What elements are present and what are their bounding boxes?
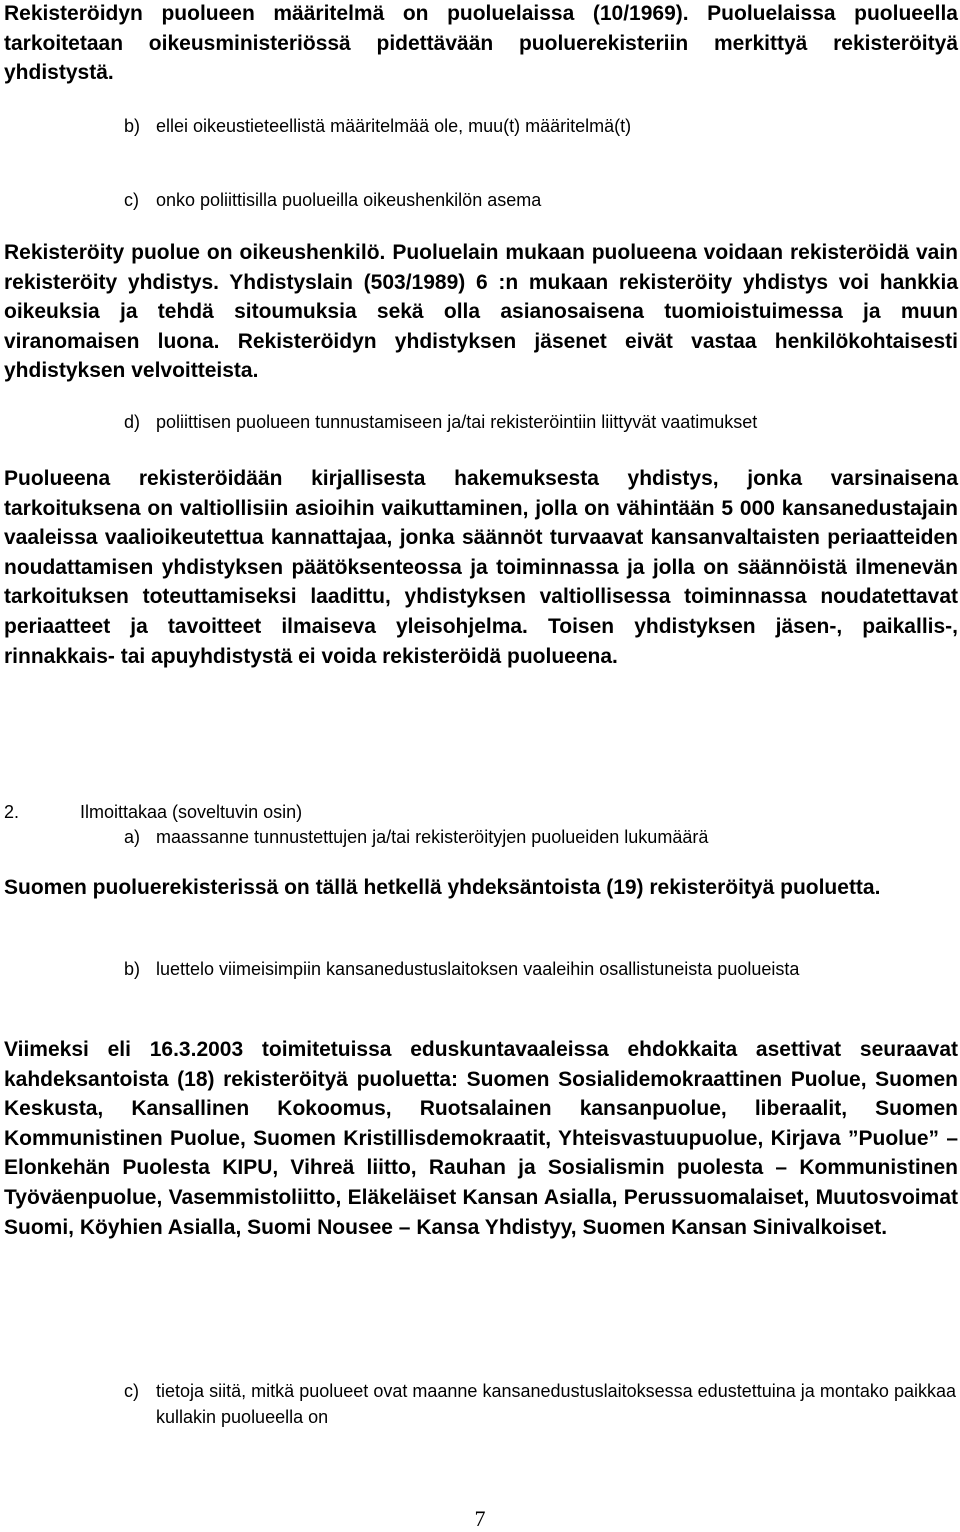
list-item-d bbox=[124, 409, 956, 435]
paragraph-legal-person: Rekisteröity puolue on oikeushenkilö. Puoluelain mukaan puolueena voidaan rekisteröidä vain rekisteröity yhdistys. Yhdistyslain (503/1989) 6 :n mukaan rekisteröity yhdistys voi hankkia oikeuksia ja tehdä sitoumuksia sekä olla asianosaisena tuomioistuimessa ja muun viranomaisen luona. Rekisteröidyn yhdistyksen jäsenet eivät vastaa henkilökohtaisesti yhdistyksen velvoitteista. bbox=[4, 241, 958, 383]
list-item-text: ellei oikeustieteellistä määritelmää ole, muu(t) määritelmä(t) bbox=[156, 116, 632, 136]
page-number: 7 bbox=[474, 1506, 486, 1531]
list-item-text: onko poliittisilla puolueilla oikeushenkilön asema bbox=[156, 190, 542, 210]
list-marker: b) bbox=[124, 959, 141, 979]
list-item-c bbox=[124, 187, 956, 213]
list-marker: b) bbox=[124, 116, 141, 136]
paragraph-party-count: Suomen puoluerekisterissä on tällä hetkellä yhdeksäntoista (19) rekisteröityä puoluetta. bbox=[4, 876, 881, 899]
list-item-text: tietoja siitä, mitkä puolueet ovat maanne kansanedustuslaitoksessa edustettuina ja montako paikkaa kullakin puolueella on bbox=[156, 1381, 956, 1427]
section-heading: Ilmoittakaa (soveltuvin osin) bbox=[80, 802, 303, 822]
paragraph-registration-requirements: Puolueena rekisteröidään kirjallisesta hakemuksesta yhdistys, jonka varsinaisena tarkoituksena on valtiollisiin asioihin vaikuttaminen, jolla on vähintään 5 000 kansanedustajain vaaleissa vaalioikeutettua kannattajaa, jonka säännöt turvaavat kansanvaltaisten periaatteiden noudattamisen yhdistyksen päätöksenteossa ja toiminnassa ja jolla on säännöistä ilmenevän tarkoituksen toteuttamiseksi laadittu, yhdistyksen valtiollisessa toiminnassa noudatettavat periaatteet ja tavoitteet ilmaiseva yleisohjelma. Toisen yhdistyksen jäsen-, paikallis-, rinnakkais- tai apuyhdistystä ei voida rekisteröidä puolueena. bbox=[4, 467, 958, 668]
paragraph-registered-party-definition: Rekisteröidyn puolueen määritelmä on puoluelaissa (10/1969). Puoluelaissa puolueella tarkoitetaan oikeusministeriössä pidettävään puoluerekisteriin merkittyä rekisteröityä yhdistystä. bbox=[4, 2, 958, 85]
list-item-b bbox=[124, 113, 956, 139]
list-item-c-section2 bbox=[124, 1378, 956, 1430]
list-marker: d) bbox=[124, 412, 141, 432]
list-marker: a) bbox=[124, 827, 141, 847]
list-item-text: poliittisen puolueen tunnustamiseen ja/tai rekisteröintiin liittyvät vaatimukset bbox=[156, 412, 758, 432]
paragraph-participating-parties: Viimeksi eli 16.3.2003 toimitetuissa eduskuntavaaleissa ehdokkaita asettivat seuraavat kahdeksantoista (18) rekisteröityä puoluetta: Suomen Sosialidemokraattinen Puolue, Suomen Keskusta, Kansallinen Kokoomus, Ruotsalainen kansanpuolue, liberaalit, Suomen Kommunistinen Puolue, Suomen Kristillisdemokraatit, Yhteisvastuupuolue, Kirjava ”Puolue” – Elonkehän Puolesta KIPU, Vihreä liitto, Rauhan ja Sosialismin puolesta – Kommunistinen Työväenpuolue, Vasemmistoliitto, Eläkeläiset Kansan Asialla, Perussuomalaiset, Muutosvoimat Suomi, Köyhien Asialla, Suomi Nousee – Kansa Yhdistyy, Suomen Kansan Sinivalkoiset. bbox=[4, 1038, 958, 1239]
list-marker: c) bbox=[124, 1381, 139, 1401]
list-item-text: maassanne tunnustettujen ja/tai rekisteröityjen puolueiden lukumäärä bbox=[156, 827, 709, 847]
list-item-b-section2 bbox=[124, 956, 956, 982]
list-marker: c) bbox=[124, 190, 139, 210]
section-number: 2. bbox=[4, 802, 20, 822]
list-item-a bbox=[124, 824, 956, 850]
list-item-text: luettelo viimeisimpiin kansanedustuslaitoksen vaaleihin osallistuneista puolueista bbox=[156, 959, 800, 979]
